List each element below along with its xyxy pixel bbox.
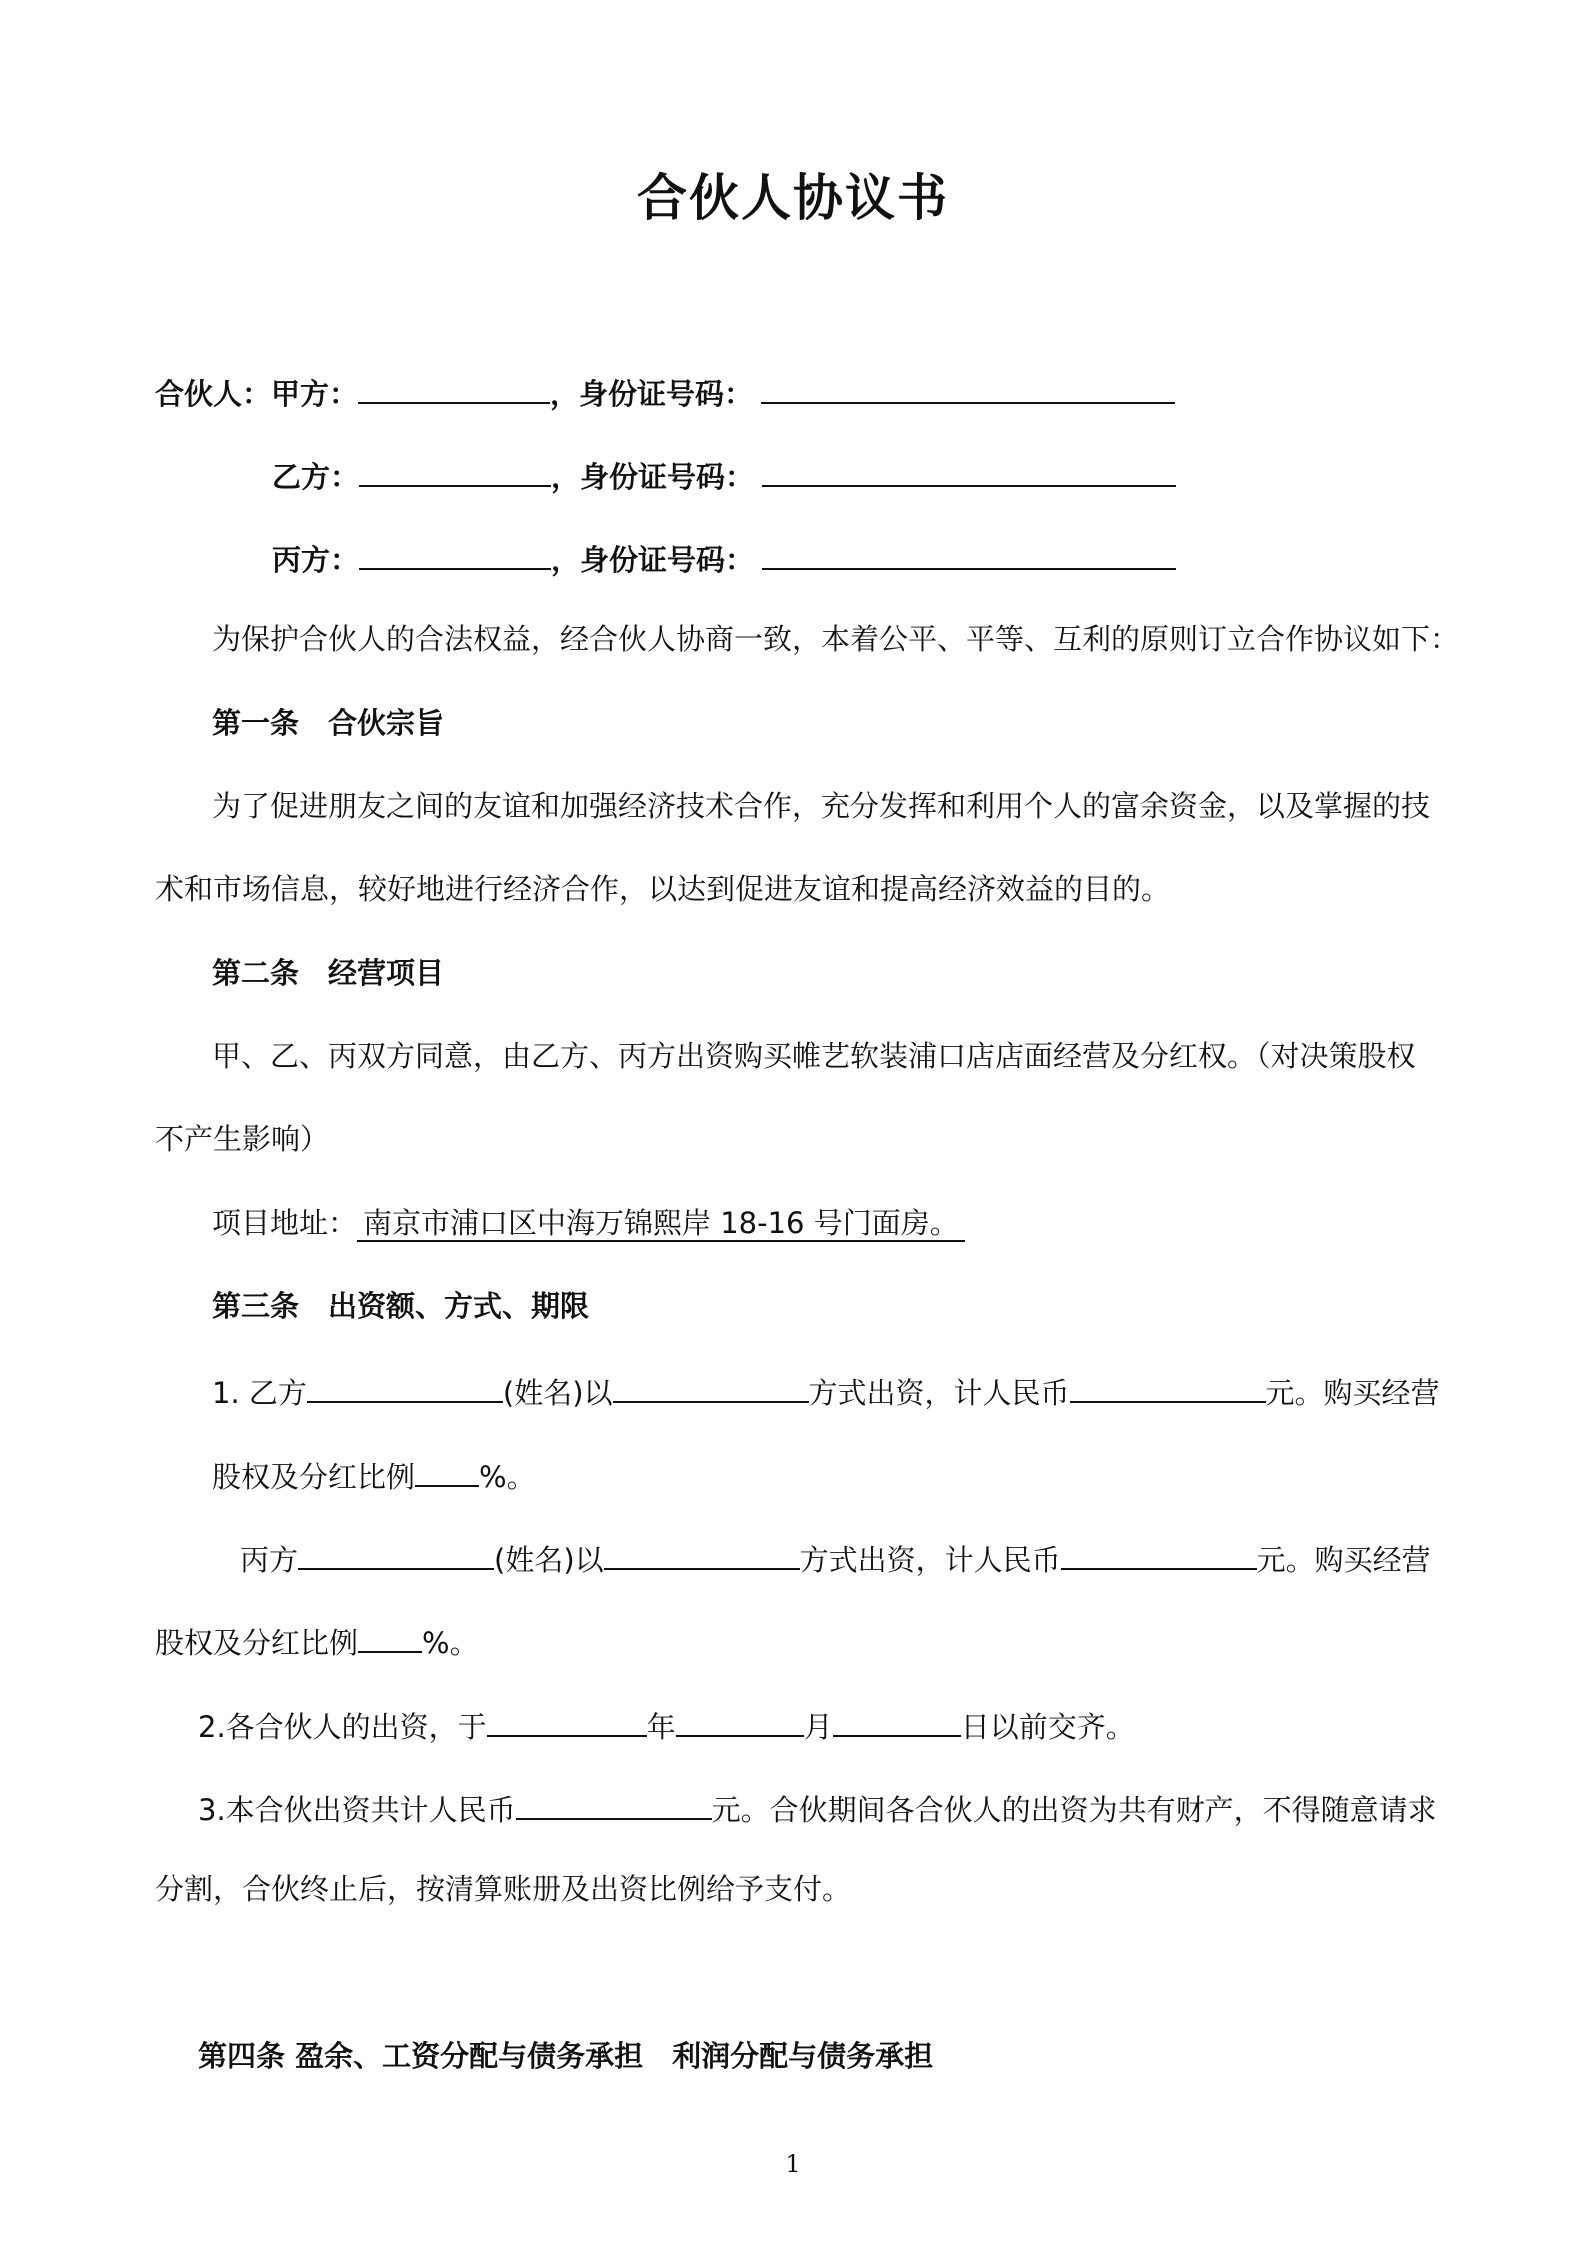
party-c-method-blank[interactable] xyxy=(604,1536,800,1570)
article-2-text-line1: 甲、乙、丙双方同意，由乙方、丙方出资购买帷艺软装浦口店店面经营及分红权。（对决策股权 xyxy=(212,1039,1416,1073)
address-value: 南京市浦口区中海万锦熙岸 18-16 号门面房。 xyxy=(357,1206,965,1242)
name-label: (姓名)以 xyxy=(494,1543,604,1577)
share-label: 股权及分红比例 xyxy=(155,1626,359,1660)
article-2-text-line2: 不产生影响） xyxy=(155,1122,330,1156)
address-label: 项目地址： xyxy=(212,1206,358,1240)
party-a-name-blank[interactable] xyxy=(358,370,550,404)
method-label: 方式出资，计人民币 xyxy=(799,1543,1061,1577)
party-b-label: 乙方： xyxy=(272,460,360,494)
item1-party-b-share-line xyxy=(212,1453,536,1497)
party-a-id-blank[interactable] xyxy=(761,370,1175,404)
party-b-method-blank[interactable] xyxy=(613,1369,809,1403)
article-2-heading: 第二条 经营项目 xyxy=(212,956,445,990)
month-blank[interactable] xyxy=(676,1703,804,1737)
party-a-id-label: ，身份证号码： xyxy=(550,377,754,411)
item2-prefix: 2.各合伙人的出资，于 xyxy=(198,1710,487,1744)
party-b-id-blank[interactable] xyxy=(762,453,1176,487)
document-title: 合伙人协议书 xyxy=(637,169,949,227)
day-label: 日以前交齐。 xyxy=(960,1710,1135,1744)
party-b-line xyxy=(272,453,1176,497)
month-label: 月 xyxy=(803,1710,833,1744)
article-1-text-line2: 术和市场信息，较好地进行经济合作，以达到促进友谊和提高经济效益的目的。 xyxy=(155,872,1171,906)
project-address-line xyxy=(212,1203,965,1243)
party-c-prefix: 丙方 xyxy=(240,1543,299,1577)
year-label: 年 xyxy=(646,1710,676,1744)
party-c-name-blank[interactable] xyxy=(359,536,551,570)
item3-text-line2: 分割，合伙终止后，按清算账册及出资比例给予支付。 xyxy=(155,1872,852,1906)
item1-party-c-share-line xyxy=(155,1619,479,1663)
article-1-heading: 第一条 合伙宗旨 xyxy=(212,706,445,740)
party-c-label: 丙方： xyxy=(272,543,360,577)
share-label: 股权及分红比例 xyxy=(212,1460,416,1494)
percent-label: %。 xyxy=(479,1460,536,1494)
party-c-amount-blank[interactable] xyxy=(1061,1536,1257,1570)
article-3-heading: 第三条 出资额、方式、期限 xyxy=(212,1289,590,1323)
party-c-share-blank[interactable] xyxy=(358,1619,422,1653)
party-b-share-blank[interactable] xyxy=(415,1453,479,1487)
day-blank[interactable] xyxy=(833,1703,961,1737)
yuan-buy-label: 元。购买经营 xyxy=(1265,1376,1440,1410)
party-c-id-label: ，身份证号码： xyxy=(551,543,755,577)
item3-prefix: 3.本合伙出资共计人民币 xyxy=(198,1793,516,1827)
article-1-text-line1: 为了促进朋友之间的友谊和加强经济技术合作，充分发挥和利用个人的富余资金，以及掌握的技 xyxy=(212,789,1431,823)
item3-total-line xyxy=(198,1786,1437,1830)
name-label: (姓名)以 xyxy=(502,1376,613,1410)
article-4-heading: 第四条 盈余、工资分配与债务承担 利润分配与债务承担 xyxy=(198,2039,934,2073)
parties-heading: 合伙人： xyxy=(155,377,272,411)
item1-prefix: 1. 乙方 xyxy=(212,1376,307,1410)
percent-label: %。 xyxy=(422,1626,479,1660)
party-b-id-label: ，身份证号码： xyxy=(551,460,755,494)
party-c-id-blank[interactable] xyxy=(762,536,1176,570)
total-amount-blank[interactable] xyxy=(516,1786,712,1820)
party-b-name-blank[interactable] xyxy=(359,453,551,487)
party-b-investor-name-blank[interactable] xyxy=(307,1369,503,1403)
party-b-amount-blank[interactable] xyxy=(1070,1369,1266,1403)
party-c-investor-name-blank[interactable] xyxy=(298,1536,494,1570)
item1-party-c-line xyxy=(240,1536,1431,1580)
party-c-line xyxy=(272,536,1176,580)
item3-rest: 元。合伙期间各合伙人的出资为共有财产，不得随意请求 xyxy=(711,1793,1437,1827)
method-label: 方式出资，计人民币 xyxy=(808,1376,1070,1410)
page-number: 1 xyxy=(785,2150,801,2178)
yuan-buy-label: 元。购买经营 xyxy=(1256,1543,1431,1577)
party-a-label: 甲方： xyxy=(271,377,359,411)
item2-deadline-line xyxy=(198,1703,1135,1747)
intro-paragraph: 为保护合伙人的合法权益，经合伙人协商一致，本着公平、平等、互利的原则订立合作协议如下： xyxy=(212,622,1460,656)
item1-party-b-line xyxy=(212,1369,1440,1413)
year-blank[interactable] xyxy=(487,1703,647,1737)
party-a-line xyxy=(155,370,1175,414)
